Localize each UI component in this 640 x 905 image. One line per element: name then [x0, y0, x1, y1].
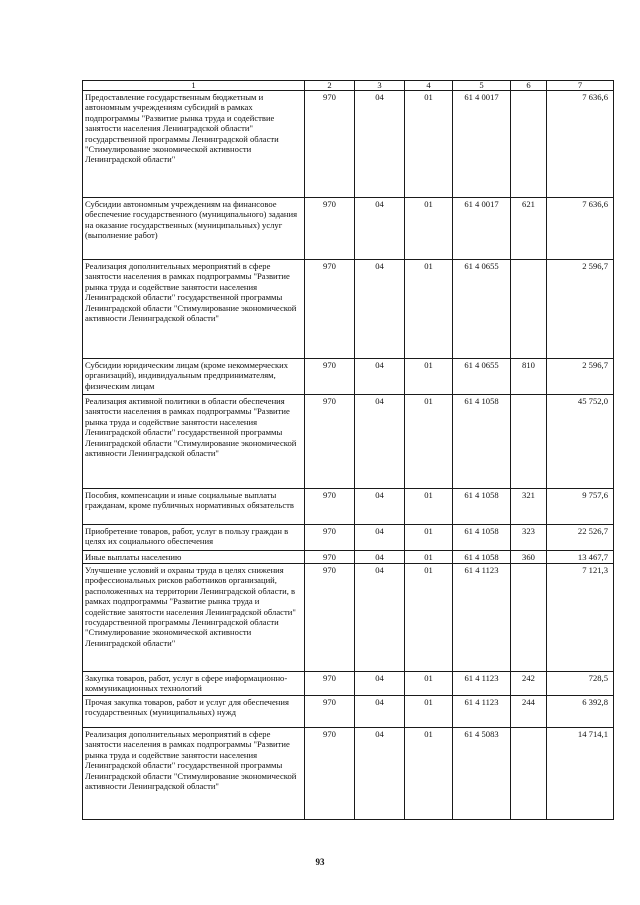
row-section-code: 04: [355, 672, 405, 696]
table-row: [83, 728, 614, 820]
row-amount: 728,5: [547, 672, 614, 696]
row-amount: 22 526,7: [547, 525, 614, 551]
row-subsection-code: 01: [405, 728, 453, 820]
table-row: [83, 551, 614, 564]
row-expense-type: 244: [511, 696, 547, 728]
row-ministry-code: 970: [305, 525, 355, 551]
row-ministry-code: 970: [305, 395, 355, 489]
table-row: [83, 359, 614, 395]
row-expense-type: [511, 564, 547, 672]
header-col-1: 1: [83, 81, 305, 91]
row-target-code: 61 4 5083: [453, 728, 511, 820]
table-body: [83, 91, 614, 820]
row-section-code: 04: [355, 728, 405, 820]
row-subsection-code: 01: [405, 260, 453, 359]
row-ministry-code: 970: [305, 91, 355, 198]
table-row: [83, 395, 614, 489]
table-row: [83, 525, 614, 551]
row-name: Закупка товаров, работ, услуг в сфере информационно-коммуникационных технологий: [83, 672, 305, 696]
row-section-code: 04: [355, 91, 405, 198]
row-target-code: 61 4 0655: [453, 359, 511, 395]
row-target-code: 61 4 0017: [453, 91, 511, 198]
row-ministry-code: 970: [305, 564, 355, 672]
row-name: Реализация дополнительных мероприятий в сфере занятости населения в рамках подпрограммы "Развитие рынка труда и содействие занятости населения Ленинградской области" государственной программы Ленинградской области "Стимулирование экономической активности Ленинградской области": [83, 728, 305, 820]
row-name: Иные выплаты населению: [83, 551, 305, 564]
row-expense-type: 323: [511, 525, 547, 551]
row-target-code: 61 4 0655: [453, 260, 511, 359]
row-section-code: 04: [355, 489, 405, 525]
row-subsection-code: 01: [405, 696, 453, 728]
header-col-6: 6: [511, 81, 547, 91]
row-amount: 9 757,6: [547, 489, 614, 525]
row-amount: 45 752,0: [547, 395, 614, 489]
row-section-code: 04: [355, 696, 405, 728]
row-name: Прочая закупка товаров, работ и услуг для обеспечения государственных (муниципальных) нужд: [83, 696, 305, 728]
row-expense-type: [511, 728, 547, 820]
row-amount: 7 121,3: [547, 564, 614, 672]
row-section-code: 04: [355, 198, 405, 260]
row-expense-type: 360: [511, 551, 547, 564]
row-section-code: 04: [355, 395, 405, 489]
table-row: [83, 91, 614, 198]
row-name: Улучшение условий и охраны труда в целях снижения профессиональных рисков работников организаций, расположенных на территории Ленинградской области, в рамках подпрограммы "Развитие рынка труда и содействие занятости населения Ленинградской области" государственной программы Ленинградской области "Стимулирование экономической активности Ленинградской области": [83, 564, 305, 672]
row-ministry-code: 970: [305, 359, 355, 395]
row-expense-type: 810: [511, 359, 547, 395]
row-name: Приобретение товаров, работ, услуг в пользу граждан в целях их социального обеспечения: [83, 525, 305, 551]
row-expense-type: 621: [511, 198, 547, 260]
row-name: Субсидии автономным учреждениям на финансовое обеспечение государственного (муниципального) задания на оказание государственных (муниципальных) услуг (выполнение работ): [83, 198, 305, 260]
table-header: [83, 81, 614, 91]
row-name: Пособия, компенсации и иные социальные выплаты гражданам, кроме публичных нормативных обязательств: [83, 489, 305, 525]
header-col-2: 2: [305, 81, 355, 91]
row-amount: 14 714,1: [547, 728, 614, 820]
row-target-code: 61 4 1058: [453, 489, 511, 525]
row-name: Субсидии юридическим лицам (кроме некоммерческих организаций), индивидуальным предпринимателям, физическим лицам: [83, 359, 305, 395]
budget-table: [82, 80, 614, 820]
row-subsection-code: 01: [405, 91, 453, 198]
row-target-code: 61 4 1123: [453, 672, 511, 696]
row-target-code: 61 4 1058: [453, 525, 511, 551]
table-row: [83, 564, 614, 672]
row-name: Реализация дополнительных мероприятий в сфере занятости населения в рамках подпрограммы "Развитие рынка труда и содействие занятости населения Ленинградской области" государственной программы Ленинградской области "Стимулирование экономической активности Ленинградской области": [83, 260, 305, 359]
row-ministry-code: 970: [305, 551, 355, 564]
header-row: [83, 81, 614, 91]
row-section-code: 04: [355, 564, 405, 672]
row-expense-type: 242: [511, 672, 547, 696]
row-subsection-code: 01: [405, 489, 453, 525]
row-amount: 7 636,6: [547, 198, 614, 260]
header-col-5: 5: [453, 81, 511, 91]
row-ministry-code: 970: [305, 198, 355, 260]
row-amount: 6 392,8: [547, 696, 614, 728]
row-expense-type: [511, 395, 547, 489]
table-row: [83, 260, 614, 359]
row-section-code: 04: [355, 525, 405, 551]
row-section-code: 04: [355, 359, 405, 395]
row-expense-type: [511, 91, 547, 198]
row-subsection-code: 01: [405, 564, 453, 672]
row-subsection-code: 01: [405, 395, 453, 489]
row-subsection-code: 01: [405, 672, 453, 696]
row-target-code: 61 4 0017: [453, 198, 511, 260]
row-expense-type: [511, 260, 547, 359]
row-subsection-code: 01: [405, 198, 453, 260]
row-subsection-code: 01: [405, 551, 453, 564]
row-section-code: 04: [355, 551, 405, 564]
row-ministry-code: 970: [305, 489, 355, 525]
row-name: Реализация активной политики в области обеспечения занятости населения в рамках подпрограммы "Развитие рынка труда и содействие занятости населения Ленинградской области" государственной программы Ленинградской области "Стимулирование экономической активности Ленинградской области": [83, 395, 305, 489]
row-amount: 7 636,6: [547, 91, 614, 198]
row-ministry-code: 970: [305, 260, 355, 359]
row-name: Предоставление государственным бюджетным и автономным учреждениям субсидий в рамках подпрограммы "Развитие рынка труда и содействие занятости населения Ленинградской области" государственной программы Ленинградской области "Стимулирование экономической активности Ленинградской области": [83, 91, 305, 198]
page-number: 93: [315, 857, 325, 867]
row-section-code: 04: [355, 260, 405, 359]
row-target-code: 61 4 1123: [453, 696, 511, 728]
header-col-3: 3: [355, 81, 405, 91]
header-col-4: 4: [405, 81, 453, 91]
row-subsection-code: 01: [405, 359, 453, 395]
row-amount: 2 596,7: [547, 260, 614, 359]
row-ministry-code: 970: [305, 696, 355, 728]
header-col-7: 7: [547, 81, 614, 91]
row-target-code: 61 4 1123: [453, 564, 511, 672]
row-ministry-code: 970: [305, 672, 355, 696]
table-row: [83, 198, 614, 260]
row-amount: 2 596,7: [547, 359, 614, 395]
row-subsection-code: 01: [405, 525, 453, 551]
row-ministry-code: 970: [305, 728, 355, 820]
row-expense-type: 321: [511, 489, 547, 525]
table-row: [83, 489, 614, 525]
table-row: [83, 672, 614, 696]
table-row: [83, 696, 614, 728]
row-amount: 13 467,7: [547, 551, 614, 564]
row-target-code: 61 4 1058: [453, 395, 511, 489]
row-target-code: 61 4 1058: [453, 551, 511, 564]
